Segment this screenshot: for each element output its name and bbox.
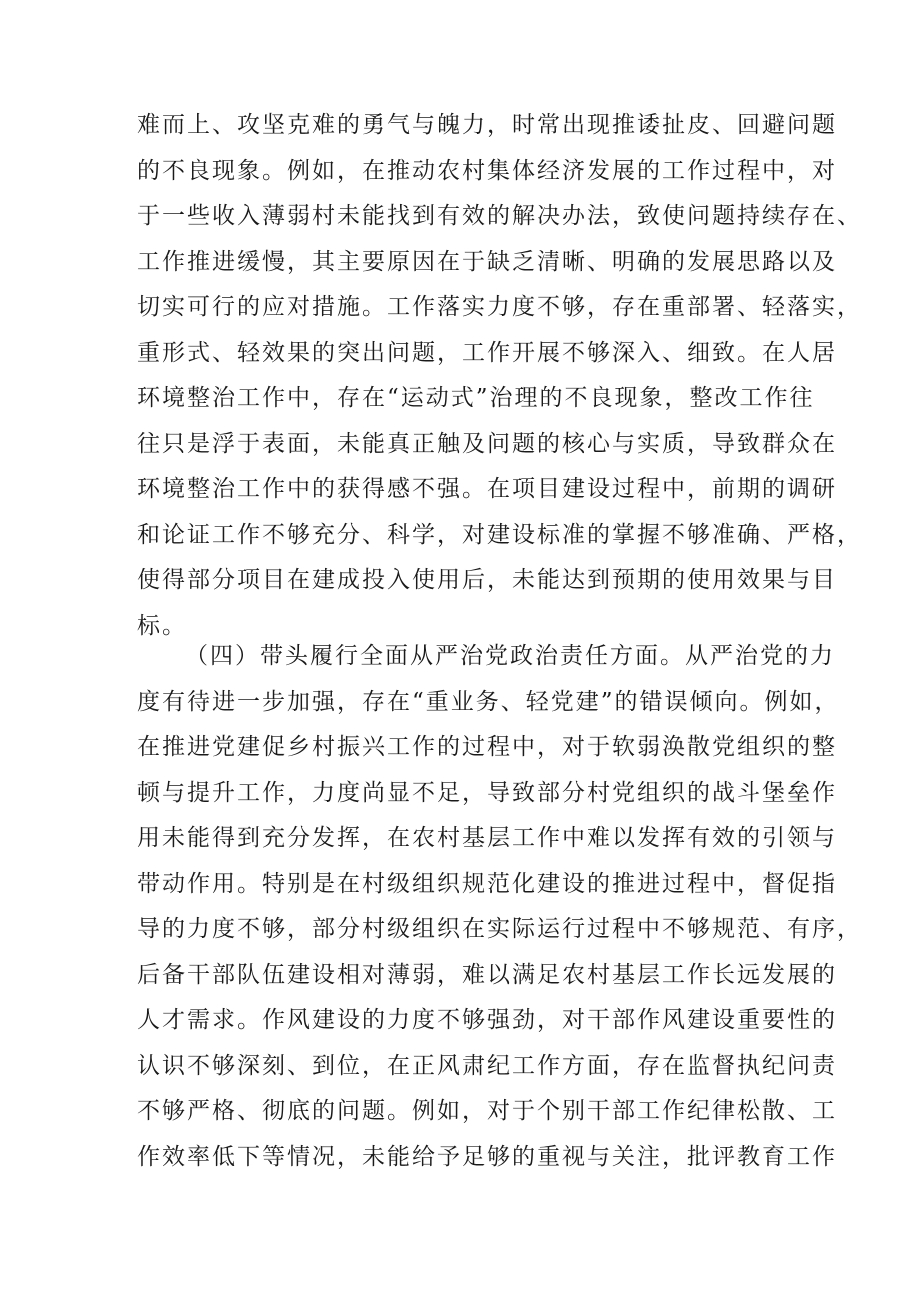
text-line: 度有待进一步加强，存在“重业务、轻党建”的错误倾向。例如， [137,688,840,715]
text-line: 难而上、攻坚克难的勇气与魄力，时常出现推诿扯皮、回避问题 [137,112,837,138]
paragraph-body-1 [137,103,862,649]
text-line: 顿与提升工作，力度尚显不足，导致部分村党组织的战斗堡垒作 [137,779,837,806]
text-line: 导的力度不够，部分村级组织在实际运行过程中不够规范、有序， [137,916,862,942]
text-line: 用未能得到充分发挥，在农村基层工作中难以发挥有效的引领与 [137,825,837,851]
text-line: 切实可行的应对措施。工作落实力度不够，存在重部署、轻落实， [137,294,862,320]
text-line: 不够严格、彻底的问题。例如，对于个别干部工作纪律松散、工 [137,1098,837,1124]
text-line: 工作推进缓慢，其主要原因在于缺乏清晰、明确的发展思路以及 [137,248,837,275]
text-line: 人才需求。作风建设的力度不够强劲，对干部作风建设重要性的 [137,1007,837,1033]
text-line: 的不良现象。例如，在推动农村集体经济发展的工作过程中，对 [137,157,837,184]
text-line: 重形式、轻效果的突出问题，工作开展不够深入、细致。在人居 [137,339,837,366]
paragraph-section-four [137,634,862,1180]
text-line: 认识不够深刻、到位，在正风肃纪工作方面，存在监督执纪问责 [137,1052,837,1079]
section-heading-line: （四）带头履行全面从严治党政治责任方面。从严治党的力 [185,643,835,669]
text-line: 于一些收入薄弱村未能找到有效的解决办法，致使问题持续存在、 [137,203,862,229]
text-line: 带动作用。特别是在村级组织规范化建设的推进过程中，督促指 [137,870,837,897]
text-line: 和论证工作不够充分、科学，对建设标准的掌握不够准确、严格， [137,521,862,548]
text-line: 作效率低下等情况，未能给予足够的重视与关注，批评教育工作 [137,1143,837,1170]
text-line-last: 标。 [137,612,187,639]
text-line: 后备干部队伍建设相对薄弱，难以满足农村基层工作长远发展的 [137,961,837,988]
text-line: 在推进党建促乡村振兴工作的过程中，对于软弱涣散党组织的整 [137,734,837,760]
text-line: 往只是浮于表面，未能真正触及问题的核心与实质，导致群众在 [137,430,837,457]
text-line: 环境整治工作中，存在“运动式”治理的不良现象，整改工作往 [137,385,815,411]
text-line: 环境整治工作中的获得感不强。在项目建设过程中，前期的调研 [137,476,837,502]
text-line: 使得部分项目在建成投入使用后，未能达到预期的使用效果与目 [137,567,837,593]
